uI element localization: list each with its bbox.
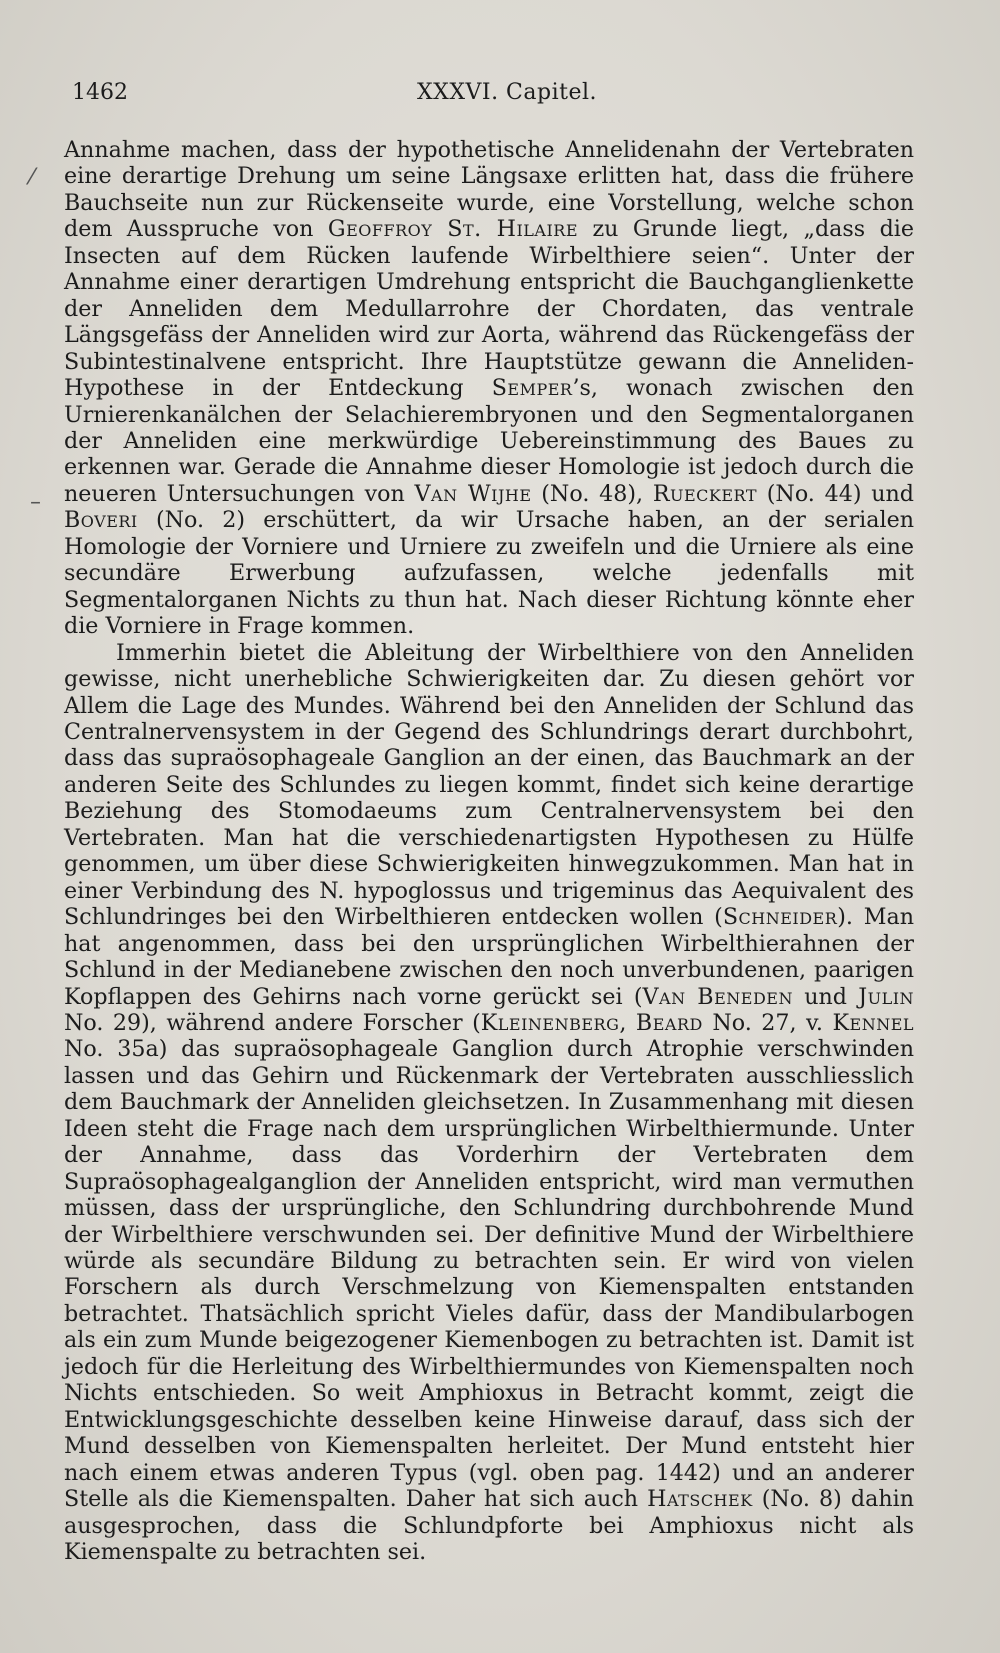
text-run: (No. 48), (531, 480, 653, 507)
text-run: ’s, wonach zwischen den Urnierenkanälchen der Selachierembryonen und den Segmentalorganen der Anneliden eine merkwürdige Uebereinstimmung des Baues zu erkennen war. Gerade die Annahme dieser Homologie ist jedoch durch die neueren Untersuchungen von (64, 375, 914, 507)
author-name: Van Beneden (642, 983, 793, 1010)
text-run: , (619, 1009, 636, 1036)
text-run: (No. 2) erschüttert, da wir Ursache haben, an der serialen Homologie der Vorniere und Urniere zu zweifeln und die Urniere als eine secundäre Erwerbung aufzufassen, welche jedenfalls mit Segmentalorganen Nichts zu thun hat. Nach dieser Richtung könnte eher die Vorniere in Frage kommen. (64, 507, 914, 640)
author-name: Rueckert (652, 480, 757, 507)
author-name: Kennel (832, 1009, 914, 1036)
author-name: Semper (491, 375, 573, 402)
text-run: zu Grunde liegt, „dass die Insecten auf dem Rücken laufende Wirbelthiere seien“. Unter der Annahme einer derartigen Umdrehung entspricht die Bauchganglienkette der Anneliden dem Medullarrohre der Chordaten, das ventrale Längsgefäss der Anneliden wird zur Aorta, während das Rückengefäss der Subintestinalvene entspricht. Ihre Hauptstütze gewann die Anneliden-Hypothese in der Entdeckung (64, 216, 914, 402)
text-run: No. 35a) das supraösophageale Ganglion durch Atrophie verschwinden lassen und das Gehirn und Rückenmark der Vertebraten ausschliesslich dem Bauchmark der Anneliden gleichsetzen. In Zusammenhang mit diesen Ideen steht die Frage nach dem ursprünglichen Wirbelthiermunde. Unter der Annahme, dass das Vorderhirn der Vertebraten dem Supraösophagealganglion der Anneliden entspricht, wird man vermuthen müssen, dass der ursprüngliche, den Schlundring durchbohrende Mund der Wirbelthiere verschwunden sei. Der definitive Mund der Wirbelthiere würde als secundäre Bildung zu betrachten sein. Er wird von vielen Forschern als durch Verschmelzung von Kiemenspalten entstanden betrachtet. Thatsächlich spricht Vieles dafür, dass der Mandibularbogen als ein zum Munde beigezogener Kiemenbogen zu betrachten ist. Damit ist jedoch für die Herleitung des Wirbelthiermundes von Kiemenspalten noch Nichts entschieden. So weit Amphioxus in Betracht kommt, zeigt die Entwicklungsgeschichte desselben keine Hinweise darauf, dass sich der Mund desselben von Kiemenspalten herleitet. Der Mund entsteht hier nach einem etwas anderen Typus (vgl. oben pag. 1442) und an anderer Stelle als die Kiemenspalten. Daher hat sich auch (64, 1036, 914, 1513)
margin-dash-mark: – (30, 490, 41, 515)
text-run: Immerhin bietet die Ableitung der Wirbelthiere von den Anneliden gewisse, nicht unerhebliche Schwierigkeiten dar. Zu diesen gehört vor Allem die Lage des Mundes. Während bei den Anneliden der Schlund das Centralnervensystem in der Gegend des Schlundrings derart durchbohrt, dass das supraösophageale Ganglion an der einen, das Bauchmark an der anderen Seite des Schlundes zu liegen kommt, findet sich keine derartige Beziehung des Stomodaeums zum Centralnervensystem bei den Vertebraten. Man hat die verschiedenartigsten Hypothesen zu Hülfe genommen, um über diese Schwierigkeiten hinwegzukommen. Man hat in einer Verbindung des N. hypoglossus und trigeminus das Aequivalent des Schlundringes bei den Wirbelthieren entdecken wollen ( (64, 639, 914, 931)
page-number: 1462 (72, 80, 128, 105)
running-title: XXXVI. Capitel. (417, 80, 598, 105)
author-name: Kleinenberg (480, 1009, 620, 1036)
author-name: Van Wijhe (414, 480, 532, 507)
author-name: Beard (635, 1009, 703, 1036)
text-run: und (792, 983, 859, 1010)
author-name: Hatschek (647, 1486, 753, 1513)
text-run: (No. 8) dahin ausgesprochen, dass die Schlundpforte bei Amphioxus nicht als Kiemenspalte zu betrachten sei. (64, 1486, 914, 1566)
paragraph-2 (64, 640, 914, 1566)
paragraph-1 (64, 137, 914, 640)
text-run: No. 27, v. (702, 1009, 833, 1036)
margin-pencil-mark: ⁄ (30, 165, 34, 190)
text-run: Annahme machen, dass der hypothetische Annelidenahn der Vertebraten eine derartige Drehung um seine Längsaxe erlitten hat, dass die frühere Bauchseite nun zur Rückenseite wurde, eine Vorstellung, welche schon dem Ausspruche von (64, 137, 914, 243)
text-run: No. 29), während andere Forscher ( (64, 1009, 481, 1036)
author-name: Julin (858, 983, 915, 1010)
body-text (64, 137, 914, 1565)
author-name: Schneider (722, 904, 838, 931)
text-run: (No. 44) und (757, 480, 914, 507)
page-header (72, 80, 912, 110)
author-name: Boveri (64, 507, 138, 534)
author-name: Geoffroy St. Hilaire (327, 216, 579, 243)
text-run: ). Man hat angenommen, dass bei den ursprünglichen Wirbelthierahnen der Schlund in der Medianebene zwischen den noch unverbundenen, paarigen Kopflappen des Gehirns nach vorne gerückt sei ( (64, 904, 915, 1010)
